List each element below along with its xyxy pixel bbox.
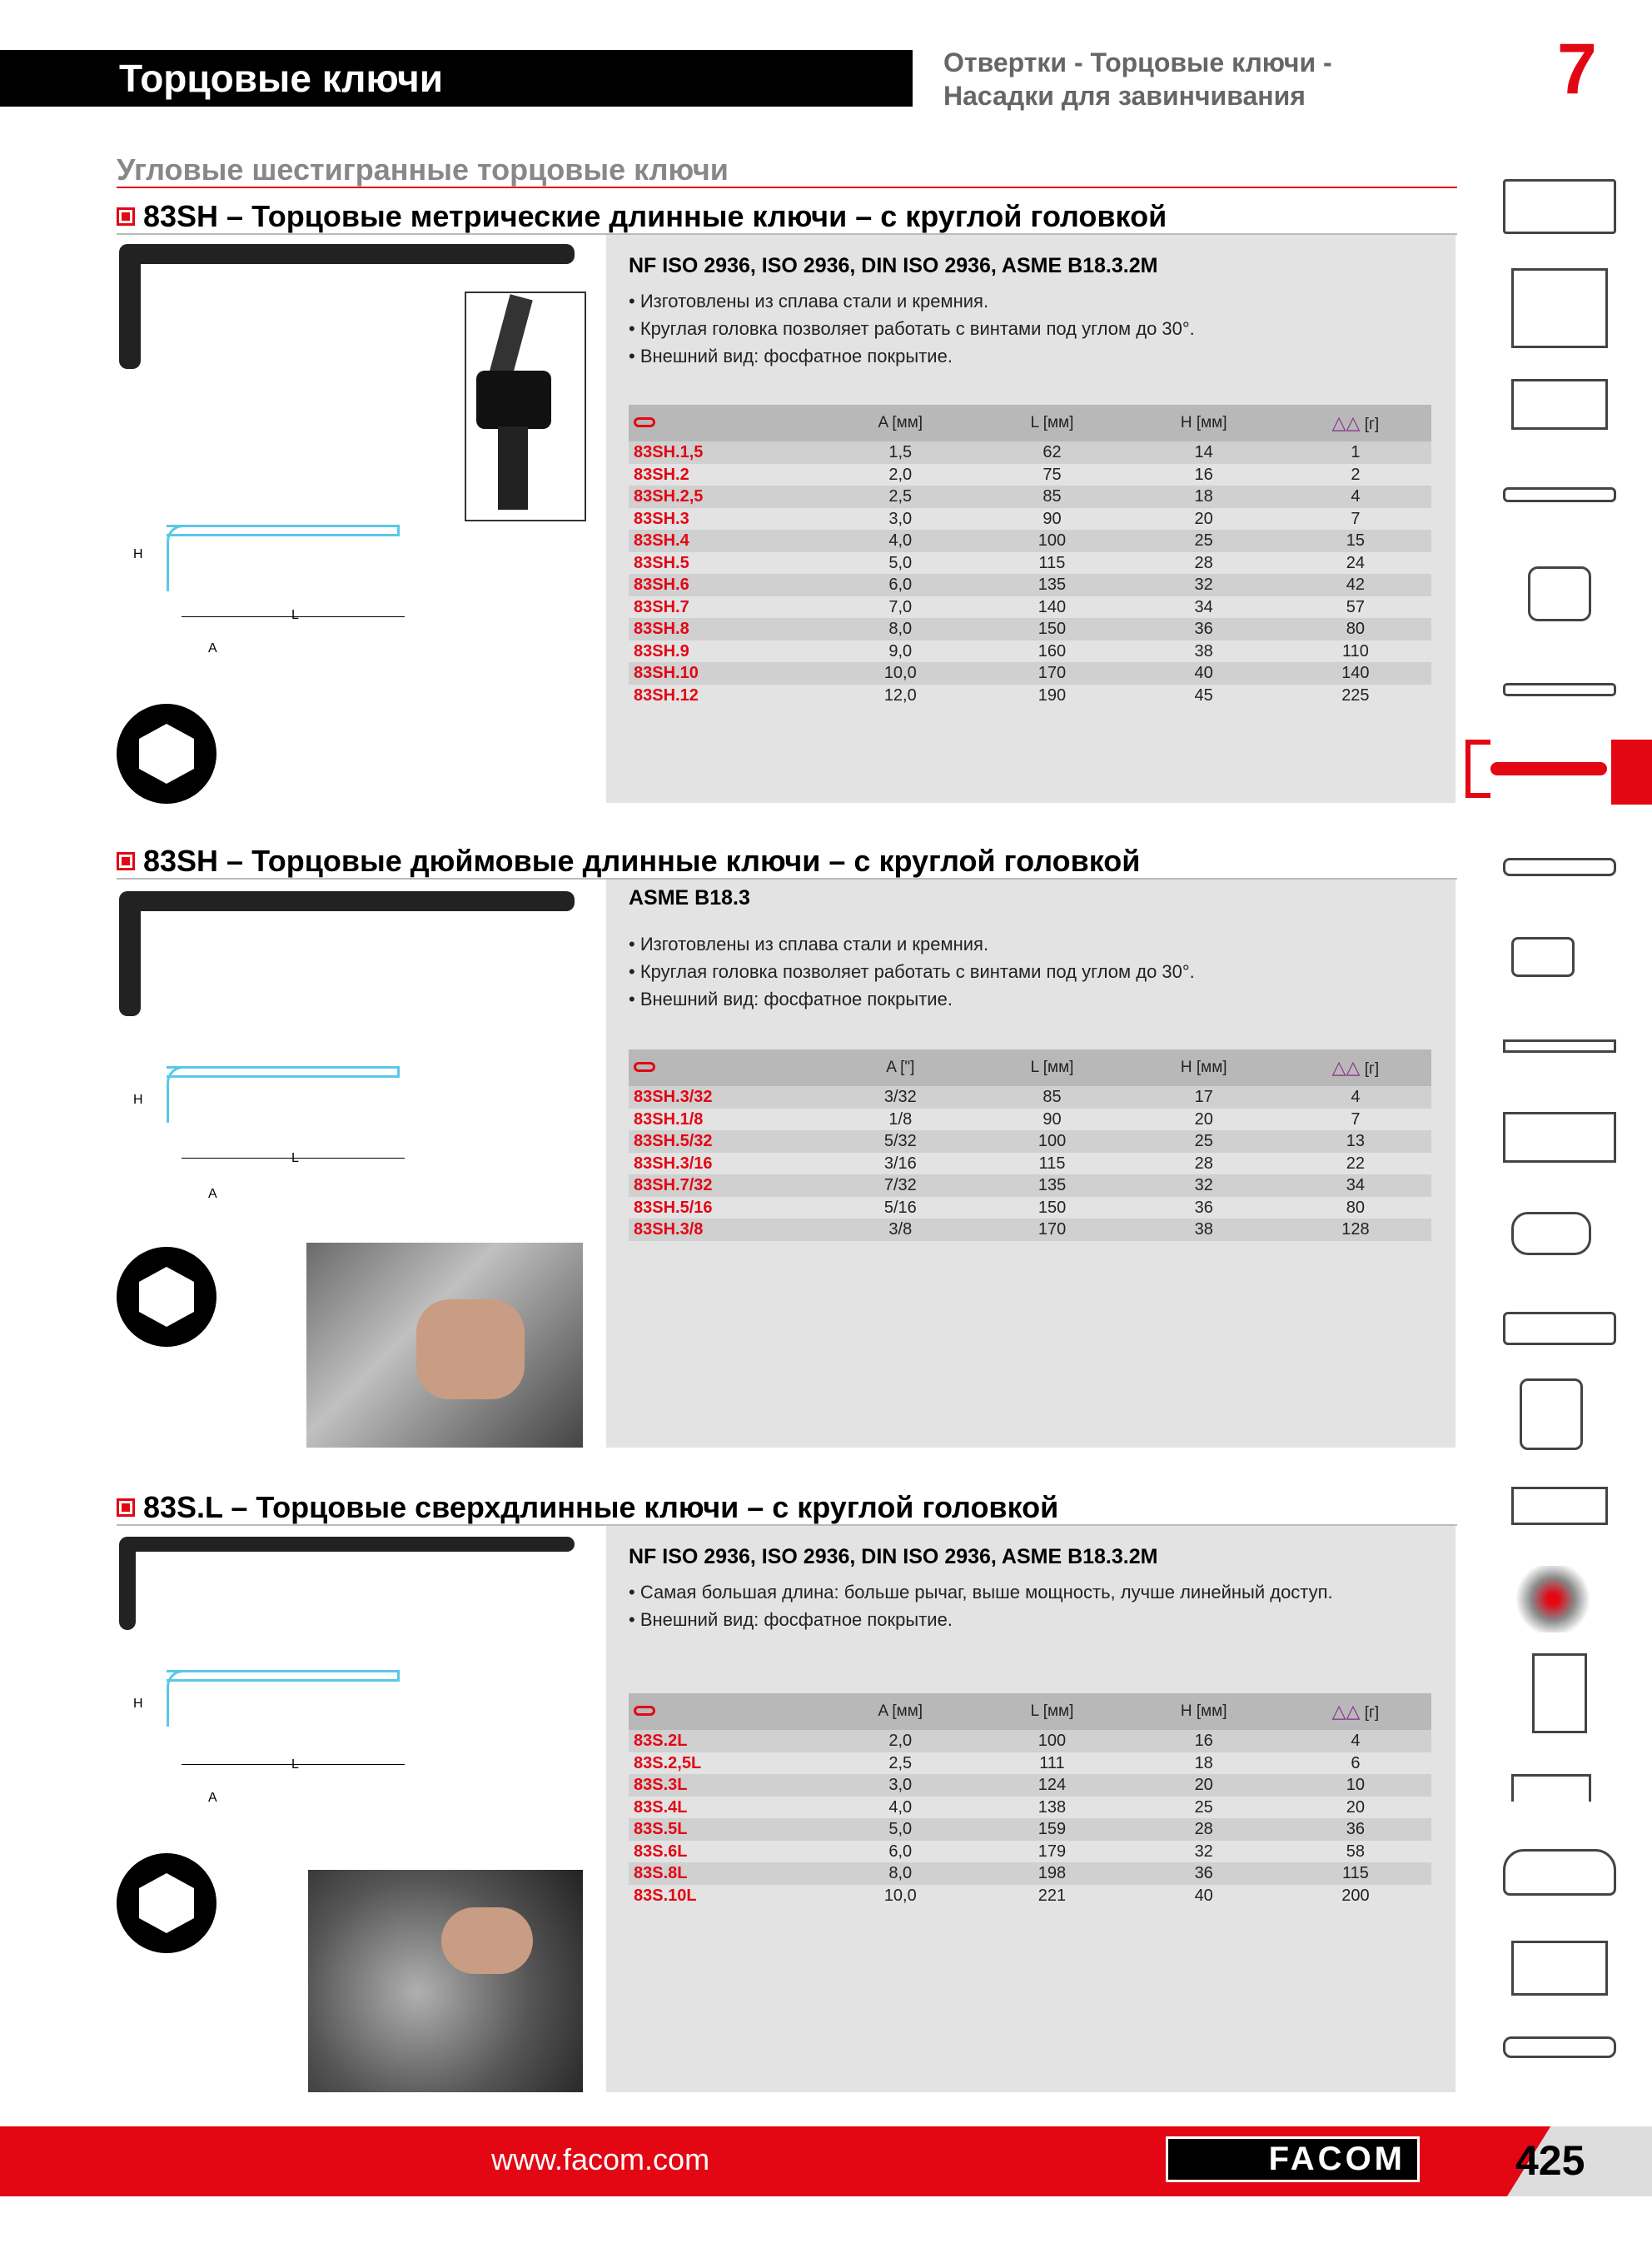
part-number: 83SH.7/32 <box>629 1174 824 1197</box>
table-header <box>629 1049 1431 1086</box>
airplane-icon[interactable] <box>1503 2036 1616 2058</box>
usage-photo <box>308 1870 583 2092</box>
reference-icon <box>634 1062 655 1072</box>
table-cell: 42 <box>1280 574 1431 596</box>
table-row <box>629 1153 1431 1175</box>
table-cell: 20 <box>1194 509 1213 528</box>
column-header: △△ [г] <box>1280 1693 1431 1730</box>
part-number: 83SH.7 <box>634 597 689 616</box>
section-title: 83S.L – Торцовые сверхдлинные ключи – с круглой головкой <box>117 1489 1058 1526</box>
column-header: A ["] <box>824 1049 976 1086</box>
ratchet-icon[interactable] <box>1503 683 1616 696</box>
table-cell: 22 <box>1346 1154 1366 1173</box>
table-cell: 5/16 <box>883 1198 917 1217</box>
table-cell: 34 <box>1194 597 1213 616</box>
table-cell: 3/16 <box>883 1154 917 1173</box>
table-header <box>629 405 1431 441</box>
table-row <box>629 1774 1431 1797</box>
dim-label: H <box>133 1697 143 1711</box>
part-number: 83S.3L <box>629 1774 824 1797</box>
part-number: 83SH.5/16 <box>634 1198 713 1217</box>
bullet-list: • Изготовлены из сплава стали и кремния. • Круглая головка позволяет работать с винтами под углом до 30°. • Внешний вид: фосфатное покрытие. <box>629 291 1195 366</box>
spec-table <box>629 405 1431 706</box>
table-cell: 80 <box>1346 1198 1366 1217</box>
dim-label: H <box>133 1093 143 1107</box>
table-cell: 75 <box>1042 465 1062 484</box>
weight-icon: △△ <box>1331 1057 1361 1078</box>
standard-text: NF ISO 2936, ISO 2936, DIN ISO 2936, ASME B18.3.2M <box>629 1545 1158 1568</box>
dim-label: L <box>291 1757 299 1772</box>
hex-profile-icon <box>117 1853 216 1953</box>
part-number: 83SH.3/16 <box>634 1154 713 1173</box>
circuit-breaker-icon[interactable] <box>1532 1653 1587 1733</box>
page-title: Торцовые ключи <box>119 57 444 100</box>
part-number: 83SH.8 <box>629 618 824 641</box>
table-row <box>629 662 1431 685</box>
table-cell: 7,0 <box>888 597 913 616</box>
part-number: 83SH.9 <box>634 641 689 660</box>
dim-label: L <box>291 608 299 622</box>
table-cell: 5,0 <box>824 1818 976 1841</box>
section-marker-icon <box>117 207 135 226</box>
table-row <box>629 641 1431 663</box>
table-cell: 36 <box>1280 1818 1431 1841</box>
hex-profile-icon <box>117 704 216 804</box>
table-cell: 4 <box>1280 486 1431 508</box>
part-number: 83SH.3/8 <box>629 1219 824 1241</box>
table-cell: 110 <box>1341 641 1369 660</box>
part-number: 83SH.2,5 <box>629 486 824 508</box>
hex-key-image <box>121 891 575 911</box>
tool-cabinet-icon[interactable] <box>1511 268 1608 348</box>
table-cell: 140 <box>1037 597 1067 616</box>
table-cell: 10 <box>1280 1774 1431 1797</box>
table-cell: 85 <box>976 1086 1127 1109</box>
part-number: 83S.2L <box>629 1730 824 1752</box>
column-header: L [мм] <box>976 405 1127 441</box>
hacksaw-icon[interactable] <box>1503 1112 1616 1163</box>
table-cell: 38 <box>1128 1219 1280 1241</box>
hex-key-image <box>119 244 141 369</box>
table-row <box>629 1818 1431 1841</box>
part-number: 83S.2,5L <box>634 1753 702 1772</box>
table-row <box>629 552 1431 575</box>
table-cell: 15 <box>1280 530 1431 552</box>
truck-icon[interactable] <box>1511 1941 1608 1996</box>
table-cell: 140 <box>1280 662 1431 685</box>
table-cell: 36 <box>1128 618 1280 641</box>
part-number: 83SH.3 <box>634 509 689 528</box>
puller-icon[interactable] <box>1511 1212 1591 1255</box>
part-number: 83S.5L <box>629 1818 824 1841</box>
reference-icon <box>634 1706 655 1716</box>
impact-wrench-icon[interactable] <box>1520 1378 1583 1450</box>
table-cell: 62 <box>976 441 1127 464</box>
table-cell: 8,0 <box>824 618 976 641</box>
table-cell: 24 <box>1346 553 1365 572</box>
car-icon[interactable] <box>1503 1849 1616 1896</box>
table-cell: 6,0 <box>824 574 976 596</box>
table-cell: 150 <box>1037 1198 1067 1217</box>
table-header <box>629 1693 1431 1730</box>
table-row <box>629 464 1431 486</box>
tester-icon[interactable] <box>1503 1312 1616 1345</box>
table-cell: 57 <box>1346 597 1365 616</box>
table-cell: 135 <box>976 1174 1127 1197</box>
hex-key-image <box>119 891 141 1016</box>
table-cell: 36 <box>1128 1862 1280 1885</box>
part-number: 83SH.1,5 <box>629 441 824 464</box>
handle-icon[interactable] <box>1511 1774 1591 1802</box>
key-diagram <box>167 1066 400 1078</box>
table-cell: 150 <box>976 618 1127 641</box>
table-cell: 179 <box>1037 1842 1067 1861</box>
section-title: 83SH – Торцовые дюймовые длинные ключи – с круглой головкой <box>117 843 1140 880</box>
key-diagram <box>167 1066 192 1123</box>
tool-box-icon[interactable] <box>1503 179 1616 234</box>
reference-icon <box>634 417 655 427</box>
section-marker-icon <box>117 1498 135 1517</box>
table-cell: 20 <box>1194 1109 1213 1129</box>
hex-key-image <box>121 1537 575 1552</box>
table-cell: 3/32 <box>824 1086 976 1109</box>
table-cell: 170 <box>976 1219 1127 1241</box>
wrench-icon[interactable] <box>1503 487 1616 502</box>
socket-icon[interactable] <box>1528 566 1591 621</box>
table-cell: 38 <box>1194 641 1213 660</box>
brand-logo: FACOM <box>1166 2136 1420 2182</box>
weight-icon: △△ <box>1331 1701 1361 1722</box>
dim-label: A <box>208 1791 217 1805</box>
dim-label: H <box>133 547 143 561</box>
part-number: 83S.8L <box>629 1862 824 1885</box>
table-cell: 115 <box>1038 1154 1066 1173</box>
table-cell: 2,5 <box>824 486 976 508</box>
table-cell: 32 <box>1194 1842 1213 1861</box>
spark-icon[interactable] <box>1511 1566 1595 1632</box>
table-cell: 7/32 <box>824 1174 976 1197</box>
table-cell: 40 <box>1194 1886 1213 1905</box>
dim-label: A <box>208 1187 217 1201</box>
part-number: 83SH.5/32 <box>629 1130 824 1153</box>
table-cell: 190 <box>1037 685 1067 705</box>
table-row <box>629 1219 1431 1241</box>
table-cell: 7 <box>1351 509 1361 528</box>
table-cell: 20 <box>1346 1797 1366 1817</box>
table-row <box>629 1885 1431 1907</box>
table-cell: 4,0 <box>824 530 976 552</box>
table-cell: 10,0 <box>824 662 976 685</box>
table-cell: 2,0 <box>824 1730 976 1752</box>
table-cell: 198 <box>976 1862 1127 1885</box>
table-cell: 58 <box>1346 1842 1366 1861</box>
table-cell: 221 <box>1037 1886 1067 1905</box>
table-row <box>629 530 1431 552</box>
table-cell: 170 <box>976 662 1127 685</box>
spec-table <box>629 1049 1431 1241</box>
table-cell: 115 <box>1280 1862 1431 1885</box>
table-row <box>629 1862 1431 1885</box>
column-header: H [мм] <box>1128 1693 1280 1730</box>
table-cell: 100 <box>976 1730 1127 1752</box>
column-header: L [мм] <box>976 1693 1127 1730</box>
table-row <box>629 1086 1431 1109</box>
footer-url[interactable]: www.facom.com <box>491 2142 710 2176</box>
table-cell: 10,0 <box>883 1886 917 1905</box>
table-cell: 20 <box>1128 1774 1280 1797</box>
table-row <box>629 1730 1431 1752</box>
table-cell: 1/8 <box>888 1109 913 1129</box>
table-cell: 8,0 <box>824 1862 976 1885</box>
dim-label: A <box>208 641 217 655</box>
table-cell: 124 <box>976 1774 1127 1797</box>
bullet-list: • Изготовлены из сплава стали и кремния. • Круглая головка позволяет работать с винтами под углом до 30°. • Внешний вид: фосфатное покрытие. <box>629 934 1195 1009</box>
table-cell: 9,0 <box>888 641 913 660</box>
table-cell: 1,5 <box>824 441 976 464</box>
column-header: A [мм] <box>824 405 976 441</box>
table-cell: 100 <box>976 1130 1127 1153</box>
part-number: 83SH.12 <box>634 685 699 705</box>
chapter-number: 7 <box>1557 29 1597 109</box>
screw-photo <box>498 426 528 510</box>
table-cell: 25 <box>1194 1797 1213 1817</box>
table-cell: 25 <box>1128 530 1280 552</box>
table-cell: 28 <box>1194 1154 1213 1173</box>
column-header: H [мм] <box>1128 405 1280 441</box>
table-row <box>629 1174 1431 1197</box>
table-cell: 14 <box>1128 441 1280 464</box>
table-row <box>629 574 1431 596</box>
standard-text: NF ISO 2936, ISO 2936, DIN ISO 2936, ASME B18.3.2M <box>629 254 1158 277</box>
table-cell: 32 <box>1128 574 1280 596</box>
table-cell: 6 <box>1351 1753 1361 1772</box>
subsection-title: Угловые шестигранные торцовые ключи <box>117 152 729 187</box>
part-number: 83SH.10 <box>629 662 824 685</box>
table-cell: 3,0 <box>824 1774 976 1797</box>
table-row <box>629 486 1431 508</box>
table-cell: 28 <box>1194 553 1213 572</box>
table-cell: 2,5 <box>888 1753 913 1772</box>
table-cell: 90 <box>1042 1109 1062 1129</box>
table-cell: 16 <box>1128 1730 1280 1752</box>
table-cell: 2,0 <box>888 465 913 484</box>
table-cell: 100 <box>976 530 1127 552</box>
part-number: 83S.4L <box>634 1797 688 1817</box>
table-cell: 32 <box>1128 1174 1280 1197</box>
tape-measure-icon[interactable] <box>1511 937 1575 977</box>
spec-table <box>629 1693 1431 1907</box>
hammer-icon[interactable] <box>1503 1039 1616 1053</box>
bullet-list: • Самая большая длина: больше рычаг, выше мощность, лучше линейный доступ. • Внешний вид: фосфатное покрытие. <box>629 1582 1333 1630</box>
table-cell: 40 <box>1128 662 1280 685</box>
hex-profile-icon <box>117 1247 216 1347</box>
hex-key-image <box>119 1537 136 1630</box>
part-number: 83S.6L <box>634 1842 688 1861</box>
table-row <box>629 1197 1431 1219</box>
dim-label: L <box>291 1151 299 1165</box>
table-row <box>629 441 1431 464</box>
part-number: 83S.10L <box>634 1886 697 1905</box>
table-cell: 85 <box>976 486 1127 508</box>
tool-case-icon[interactable] <box>1511 379 1608 430</box>
table-cell: 4,0 <box>888 1797 913 1817</box>
table-row <box>629 1130 1431 1153</box>
table-cell: 159 <box>976 1818 1127 1841</box>
weight-icon: △△ <box>1331 412 1361 433</box>
part-number: 83SH.3/32 <box>629 1086 824 1109</box>
table-row <box>629 685 1431 707</box>
table-cell: 12,0 <box>883 685 917 705</box>
table-cell: 5,0 <box>888 553 913 572</box>
key-diagram <box>167 1670 192 1727</box>
header-subtitle: Отвертки - Торцовые ключи - Насадки для завинчивания <box>943 47 1332 111</box>
table-cell: 4 <box>1280 1086 1431 1109</box>
table-cell: 16 <box>1194 465 1213 484</box>
table-cell: 160 <box>1037 641 1067 660</box>
part-number: 83SH.2 <box>634 465 689 484</box>
section-marker-icon <box>117 852 135 870</box>
table-cell: 1 <box>1280 441 1431 464</box>
column-header: A [мм] <box>824 1693 976 1730</box>
table-cell: 138 <box>1037 1797 1067 1817</box>
active-category-bracket <box>1465 740 1490 798</box>
table-cell: 2 <box>1351 465 1361 484</box>
column-header: H [мм] <box>1128 1049 1280 1086</box>
column-header: L [мм] <box>976 1049 1127 1086</box>
usage-photo <box>416 1299 525 1399</box>
table-cell: 115 <box>1038 553 1066 572</box>
table-cell: 34 <box>1280 1174 1431 1197</box>
pliers-icon[interactable] <box>1503 858 1616 876</box>
table-row <box>629 1841 1431 1863</box>
table-cell: 7 <box>1351 1109 1361 1129</box>
table-cell: 3,0 <box>888 509 913 528</box>
vise-icon[interactable] <box>1511 1487 1608 1525</box>
standard-text: ASME B18.3 <box>629 886 750 910</box>
table-row <box>629 596 1431 619</box>
table-cell: 225 <box>1341 685 1370 705</box>
table-row <box>629 508 1431 531</box>
part-number: 83SH.5 <box>634 553 689 572</box>
table-cell: 135 <box>976 574 1127 596</box>
table-cell: 25 <box>1128 1130 1280 1153</box>
table-cell: 3/8 <box>824 1219 976 1241</box>
table-cell: 18 <box>1194 1753 1213 1772</box>
table-cell: 4 <box>1280 1730 1431 1752</box>
table-row <box>629 1797 1431 1819</box>
table-cell: 6,0 <box>888 1842 913 1861</box>
part-number: 83SH.4 <box>629 530 824 552</box>
table-cell: 5/32 <box>824 1130 976 1153</box>
key-diagram <box>167 525 192 591</box>
usage-photo <box>441 1907 533 1974</box>
active-category-tab <box>1611 740 1652 805</box>
table-cell: 18 <box>1128 486 1280 508</box>
key-diagram <box>167 1670 400 1682</box>
table-row <box>629 618 1431 641</box>
table-cell: 17 <box>1128 1086 1280 1109</box>
page-number: 425 <box>1515 2137 1585 2184</box>
hex-key-image <box>121 244 575 264</box>
table-row <box>629 1752 1431 1775</box>
table-cell: 90 <box>1042 509 1062 528</box>
part-number: 83SH.1/8 <box>634 1109 704 1129</box>
column-header: △△ [г] <box>1280 1049 1431 1086</box>
table-cell: 13 <box>1280 1130 1431 1153</box>
section-title: 83SH – Торцовые метрические длинные ключи – с круглой головкой <box>117 198 1167 235</box>
part-number: 83SH.6 <box>629 574 824 596</box>
screwdriver-icon[interactable] <box>1490 762 1607 775</box>
table-cell: 28 <box>1128 1818 1280 1841</box>
table-cell: 45 <box>1194 685 1213 705</box>
key-diagram <box>167 525 400 536</box>
table-cell: 128 <box>1280 1219 1431 1241</box>
column-header: △△ [г] <box>1280 405 1431 441</box>
table-cell: 80 <box>1280 618 1431 641</box>
table-cell: 36 <box>1194 1198 1213 1217</box>
table-row <box>629 1109 1431 1131</box>
divider <box>117 187 1457 188</box>
table-cell: 200 <box>1341 1886 1370 1905</box>
table-cell: 111 <box>1039 1753 1065 1772</box>
screw-photo <box>476 371 551 429</box>
